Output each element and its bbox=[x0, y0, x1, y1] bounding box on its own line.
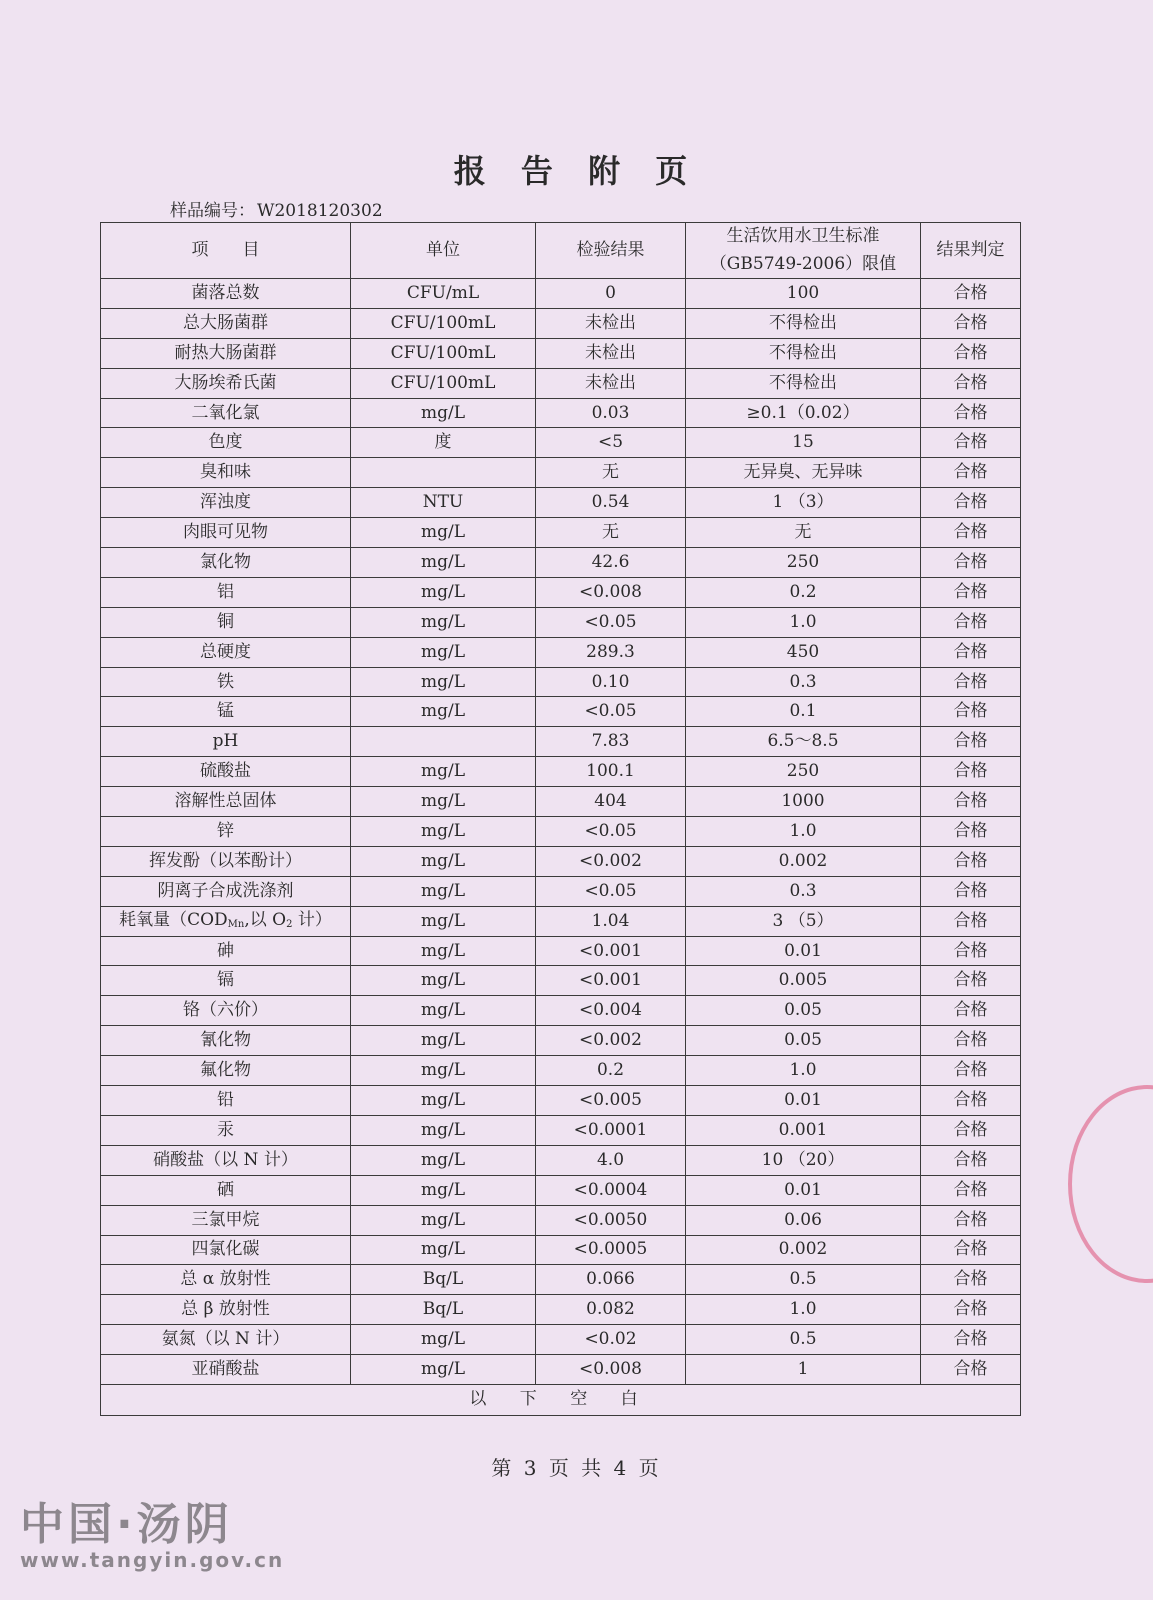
cell-judgement: 合格 bbox=[921, 817, 1021, 847]
table-row bbox=[101, 1265, 1021, 1295]
table-body bbox=[101, 279, 1021, 1416]
cell-unit: Bq/L bbox=[351, 1265, 536, 1295]
table-row bbox=[101, 1145, 1021, 1175]
cell-judgement: 合格 bbox=[921, 1235, 1021, 1265]
cell-item: 硒 bbox=[101, 1175, 351, 1205]
cell-limit: 0.002 bbox=[686, 846, 921, 876]
cell-unit: mg/L bbox=[351, 697, 536, 727]
cell-unit: mg/L bbox=[351, 757, 536, 787]
table-row bbox=[101, 637, 1021, 667]
cell-judgement: 合格 bbox=[921, 338, 1021, 368]
cell-judgement: 合格 bbox=[921, 488, 1021, 518]
sample-number-value: W2018120302 bbox=[257, 201, 383, 221]
cell-item: 锰 bbox=[101, 697, 351, 727]
cell-result: <0.008 bbox=[536, 577, 686, 607]
cell-limit: 250 bbox=[686, 548, 921, 578]
cell-unit: mg/L bbox=[351, 1145, 536, 1175]
cell-result: 289.3 bbox=[536, 637, 686, 667]
cell-unit: mg/L bbox=[351, 846, 536, 876]
cell-item: 肉眼可见物 bbox=[101, 518, 351, 548]
cell-judgement: 合格 bbox=[921, 458, 1021, 488]
cell-limit: 1.0 bbox=[686, 1295, 921, 1325]
cell-item: 镉 bbox=[101, 966, 351, 996]
cell-judgement: 合格 bbox=[921, 757, 1021, 787]
table-row bbox=[101, 518, 1021, 548]
cell-judgement: 合格 bbox=[921, 577, 1021, 607]
cell-result: <0.001 bbox=[536, 936, 686, 966]
cell-result: <0.002 bbox=[536, 1026, 686, 1056]
cell-limit: 6.5～8.5 bbox=[686, 727, 921, 757]
header-item: 项 目 bbox=[101, 223, 351, 279]
cell-item: 氯化物 bbox=[101, 548, 351, 578]
cell-item: 菌落总数 bbox=[101, 279, 351, 309]
cell-item: 硫酸盐 bbox=[101, 757, 351, 787]
cell-item: pH bbox=[101, 727, 351, 757]
cell-item: 氨氮（以 N 计） bbox=[101, 1325, 351, 1355]
cell-item: 耗氧量（$COD_{Mn}$,以 $O_2$ 计） bbox=[101, 906, 351, 936]
table-row bbox=[101, 727, 1021, 757]
cell-judgement: 合格 bbox=[921, 607, 1021, 637]
cell-result: 未检出 bbox=[536, 308, 686, 338]
table-row bbox=[101, 458, 1021, 488]
cell-unit bbox=[351, 458, 536, 488]
header-result: 检验结果 bbox=[536, 223, 686, 279]
cell-unit: mg/L bbox=[351, 398, 536, 428]
table-row bbox=[101, 996, 1021, 1026]
header-standard-line1: 生活饮用水卫生标准 bbox=[726, 226, 880, 247]
cell-judgement: 合格 bbox=[921, 1325, 1021, 1355]
cell-item: 铅 bbox=[101, 1086, 351, 1116]
cell-result: 未检出 bbox=[536, 338, 686, 368]
cell-limit: 1 （3） bbox=[686, 488, 921, 518]
cell-unit: mg/L bbox=[351, 1325, 536, 1355]
cell-result: 无 bbox=[536, 458, 686, 488]
cell-unit: mg/L bbox=[351, 876, 536, 906]
cell-limit: 不得检出 bbox=[686, 338, 921, 368]
cell-item: 总 α 放射性 bbox=[101, 1265, 351, 1295]
watermark-url: www.tangyin.gov.cn bbox=[20, 1548, 285, 1572]
cell-unit bbox=[351, 727, 536, 757]
blank-row bbox=[101, 1384, 1021, 1415]
table-row bbox=[101, 757, 1021, 787]
cell-result: <0.004 bbox=[536, 996, 686, 1026]
table-row bbox=[101, 936, 1021, 966]
table-row bbox=[101, 966, 1021, 996]
table-row bbox=[101, 1205, 1021, 1235]
cell-judgement: 合格 bbox=[921, 1265, 1021, 1295]
cell-limit: 100 bbox=[686, 279, 921, 309]
cell-unit: mg/L bbox=[351, 1355, 536, 1385]
cell-judgement: 合格 bbox=[921, 1295, 1021, 1325]
cell-limit: 无 bbox=[686, 518, 921, 548]
page-footer: 第 3 页 共 4 页 bbox=[491, 1456, 662, 1480]
cell-item: 亚硝酸盐 bbox=[101, 1355, 351, 1385]
header-standard-line2: （GB5749-2006）限值 bbox=[709, 253, 897, 274]
cell-judgement: 合格 bbox=[921, 548, 1021, 578]
cell-item: 溶解性总固体 bbox=[101, 787, 351, 817]
cell-unit: mg/L bbox=[351, 936, 536, 966]
cell-limit: 0.5 bbox=[686, 1325, 921, 1355]
cell-item: 总大肠菌群 bbox=[101, 308, 351, 338]
cell-result: 0.066 bbox=[536, 1265, 686, 1295]
cell-item: 三氯甲烷 bbox=[101, 1205, 351, 1235]
cell-unit: mg/L bbox=[351, 518, 536, 548]
table-header-row bbox=[101, 223, 1021, 279]
table-row bbox=[101, 876, 1021, 906]
table-row bbox=[101, 1325, 1021, 1355]
cell-judgement: 合格 bbox=[921, 637, 1021, 667]
table-row bbox=[101, 1115, 1021, 1145]
cell-limit: 0.01 bbox=[686, 1175, 921, 1205]
cell-unit: mg/L bbox=[351, 1205, 536, 1235]
cell-judgement: 合格 bbox=[921, 1355, 1021, 1385]
cell-result: 0.03 bbox=[536, 398, 686, 428]
cell-result: 42.6 bbox=[536, 548, 686, 578]
cell-judgement: 合格 bbox=[921, 308, 1021, 338]
cell-limit: 0.06 bbox=[686, 1205, 921, 1235]
cell-judgement: 合格 bbox=[921, 876, 1021, 906]
cell-unit: mg/L bbox=[351, 966, 536, 996]
cell-limit: ≥0.1（0.02） bbox=[686, 398, 921, 428]
cell-limit: 450 bbox=[686, 637, 921, 667]
cell-item: 铬（六价） bbox=[101, 996, 351, 1026]
cell-result: <0.02 bbox=[536, 1325, 686, 1355]
cell-item: 总硬度 bbox=[101, 637, 351, 667]
cell-unit: mg/L bbox=[351, 577, 536, 607]
cell-unit: CFU/100mL bbox=[351, 338, 536, 368]
cell-judgement: 合格 bbox=[921, 906, 1021, 936]
cell-unit: mg/L bbox=[351, 817, 536, 847]
cell-limit: 0.2 bbox=[686, 577, 921, 607]
cell-item: 氰化物 bbox=[101, 1026, 351, 1056]
cell-unit: CFU/100mL bbox=[351, 368, 536, 398]
cell-judgement: 合格 bbox=[921, 787, 1021, 817]
cell-limit: 0.002 bbox=[686, 1235, 921, 1265]
cell-result: 4.0 bbox=[536, 1145, 686, 1175]
table-row bbox=[101, 1175, 1021, 1205]
cell-result: <0.0005 bbox=[536, 1235, 686, 1265]
cell-unit: mg/L bbox=[351, 637, 536, 667]
cell-item: 挥发酚（以苯酚计） bbox=[101, 846, 351, 876]
cell-item: 四氯化碳 bbox=[101, 1235, 351, 1265]
cell-limit: 1.0 bbox=[686, 607, 921, 637]
table-row bbox=[101, 548, 1021, 578]
cell-result: <0.002 bbox=[536, 846, 686, 876]
cell-judgement: 合格 bbox=[921, 398, 1021, 428]
cell-result: 未检出 bbox=[536, 368, 686, 398]
cell-item: 总 β 放射性 bbox=[101, 1295, 351, 1325]
cell-judgement: 合格 bbox=[921, 368, 1021, 398]
cell-unit: mg/L bbox=[351, 607, 536, 637]
seal-stamp bbox=[1068, 1085, 1153, 1283]
cell-item: 砷 bbox=[101, 936, 351, 966]
cell-unit: mg/L bbox=[351, 1235, 536, 1265]
table-row bbox=[101, 607, 1021, 637]
cell-unit: NTU bbox=[351, 488, 536, 518]
cell-result: <0.05 bbox=[536, 607, 686, 637]
cell-limit: 0.005 bbox=[686, 966, 921, 996]
cell-limit: 0.05 bbox=[686, 1026, 921, 1056]
header-standard bbox=[686, 223, 921, 279]
header-judgement: 结果判定 bbox=[921, 223, 1021, 279]
cell-result: 1.04 bbox=[536, 906, 686, 936]
cell-result: <0.001 bbox=[536, 966, 686, 996]
table-row bbox=[101, 368, 1021, 398]
table-row bbox=[101, 308, 1021, 338]
table-row bbox=[101, 906, 1021, 936]
cell-result: <0.05 bbox=[536, 876, 686, 906]
cell-judgement: 合格 bbox=[921, 1026, 1021, 1056]
cell-result: 404 bbox=[536, 787, 686, 817]
cell-item: 锌 bbox=[101, 817, 351, 847]
header-unit: 单位 bbox=[351, 223, 536, 279]
cell-result: <0.0050 bbox=[536, 1205, 686, 1235]
cell-unit: mg/L bbox=[351, 787, 536, 817]
cell-item: 色度 bbox=[101, 428, 351, 458]
cell-unit: mg/L bbox=[351, 1056, 536, 1086]
table-row bbox=[101, 428, 1021, 458]
table-row bbox=[101, 1295, 1021, 1325]
cell-judgement: 合格 bbox=[921, 966, 1021, 996]
cell-judgement: 合格 bbox=[921, 1205, 1021, 1235]
cell-limit: 250 bbox=[686, 757, 921, 787]
cell-unit: mg/L bbox=[351, 1026, 536, 1056]
table-row bbox=[101, 667, 1021, 697]
cell-result: <0.05 bbox=[536, 817, 686, 847]
cell-limit: 1 bbox=[686, 1355, 921, 1385]
table-row bbox=[101, 846, 1021, 876]
cell-limit: 15 bbox=[686, 428, 921, 458]
cell-judgement: 合格 bbox=[921, 1115, 1021, 1145]
blank-note: 以 下 空 白 bbox=[101, 1384, 1021, 1415]
cell-judgement: 合格 bbox=[921, 697, 1021, 727]
cell-limit: 3 （5） bbox=[686, 906, 921, 936]
cell-unit: mg/L bbox=[351, 667, 536, 697]
cell-result: <0.005 bbox=[536, 1086, 686, 1116]
cell-limit: 0.5 bbox=[686, 1265, 921, 1295]
watermark bbox=[20, 1488, 284, 1572]
table-row bbox=[101, 279, 1021, 309]
cell-judgement: 合格 bbox=[921, 727, 1021, 757]
cell-limit: 0.1 bbox=[686, 697, 921, 727]
cell-item: 氟化物 bbox=[101, 1056, 351, 1086]
cell-result: 100.1 bbox=[536, 757, 686, 787]
table-row bbox=[101, 817, 1021, 847]
table-row bbox=[101, 398, 1021, 428]
cell-item: 二氧化氯 bbox=[101, 398, 351, 428]
cell-limit: 0.01 bbox=[686, 936, 921, 966]
cell-unit: CFU/100mL bbox=[351, 308, 536, 338]
cell-item: 铝 bbox=[101, 577, 351, 607]
cell-result: 0.54 bbox=[536, 488, 686, 518]
cell-item: 汞 bbox=[101, 1115, 351, 1145]
cell-item: 铜 bbox=[101, 607, 351, 637]
cell-judgement: 合格 bbox=[921, 1056, 1021, 1086]
cell-item: 铁 bbox=[101, 667, 351, 697]
cell-judgement: 合格 bbox=[921, 936, 1021, 966]
cell-result: <0.0001 bbox=[536, 1115, 686, 1145]
cell-limit: 0.01 bbox=[686, 1086, 921, 1116]
cell-unit: 度 bbox=[351, 428, 536, 458]
cell-item: 浑浊度 bbox=[101, 488, 351, 518]
table-row bbox=[101, 1056, 1021, 1086]
cell-item: 臭和味 bbox=[101, 458, 351, 488]
cell-limit: 1.0 bbox=[686, 817, 921, 847]
cell-judgement: 合格 bbox=[921, 996, 1021, 1026]
cell-judgement: 合格 bbox=[921, 428, 1021, 458]
table-row bbox=[101, 1355, 1021, 1385]
cell-judgement: 合格 bbox=[921, 1145, 1021, 1175]
cell-result: 0.10 bbox=[536, 667, 686, 697]
cell-result: 0.082 bbox=[536, 1295, 686, 1325]
cell-judgement: 合格 bbox=[921, 1175, 1021, 1205]
cell-limit: 不得检出 bbox=[686, 308, 921, 338]
table-row bbox=[101, 787, 1021, 817]
table-row bbox=[101, 338, 1021, 368]
cell-result: 7.83 bbox=[536, 727, 686, 757]
table-row bbox=[101, 1086, 1021, 1116]
cell-result: <0.05 bbox=[536, 697, 686, 727]
cell-unit: CFU/mL bbox=[351, 279, 536, 309]
cell-limit: 0.3 bbox=[686, 876, 921, 906]
cell-result: <0.008 bbox=[536, 1355, 686, 1385]
cell-unit: mg/L bbox=[351, 906, 536, 936]
cell-item: 硝酸盐（以 N 计） bbox=[101, 1145, 351, 1175]
sample-number-label: 样品编号： bbox=[170, 201, 255, 221]
cell-result: 0.2 bbox=[536, 1056, 686, 1086]
cell-unit: mg/L bbox=[351, 548, 536, 578]
cell-judgement: 合格 bbox=[921, 846, 1021, 876]
cell-limit: 1000 bbox=[686, 787, 921, 817]
cell-judgement: 合格 bbox=[921, 518, 1021, 548]
cell-item: 耐热大肠菌群 bbox=[101, 338, 351, 368]
cell-result: 无 bbox=[536, 518, 686, 548]
cell-unit: mg/L bbox=[351, 996, 536, 1026]
page-title: 报 告 附 页 bbox=[453, 152, 700, 190]
cell-item: 大肠埃希氏菌 bbox=[101, 368, 351, 398]
watermark-title: 中国·汤阴 bbox=[20, 1499, 233, 1550]
cell-item: 阴离子合成洗涤剂 bbox=[101, 876, 351, 906]
table-row bbox=[101, 1026, 1021, 1056]
cell-limit: 0.05 bbox=[686, 996, 921, 1026]
cell-limit: 0.3 bbox=[686, 667, 921, 697]
cell-judgement: 合格 bbox=[921, 667, 1021, 697]
cell-limit: 不得检出 bbox=[686, 368, 921, 398]
cell-judgement: 合格 bbox=[921, 279, 1021, 309]
cell-limit: 10 （20） bbox=[686, 1145, 921, 1175]
cell-unit: mg/L bbox=[351, 1175, 536, 1205]
cell-limit: 0.001 bbox=[686, 1115, 921, 1145]
report-table bbox=[100, 222, 1021, 1416]
sample-number bbox=[168, 196, 383, 221]
cell-limit: 无异臭、无异味 bbox=[686, 458, 921, 488]
table-row bbox=[101, 1235, 1021, 1265]
cell-unit: Bq/L bbox=[351, 1295, 536, 1325]
cell-result: <5 bbox=[536, 428, 686, 458]
cell-unit: mg/L bbox=[351, 1086, 536, 1116]
table-row bbox=[101, 697, 1021, 727]
cell-judgement: 合格 bbox=[921, 1086, 1021, 1116]
cell-unit: mg/L bbox=[351, 1115, 536, 1145]
cell-result: 0 bbox=[536, 279, 686, 309]
table-row bbox=[101, 577, 1021, 607]
cell-limit: 1.0 bbox=[686, 1056, 921, 1086]
cell-result: <0.0004 bbox=[536, 1175, 686, 1205]
table-row bbox=[101, 488, 1021, 518]
